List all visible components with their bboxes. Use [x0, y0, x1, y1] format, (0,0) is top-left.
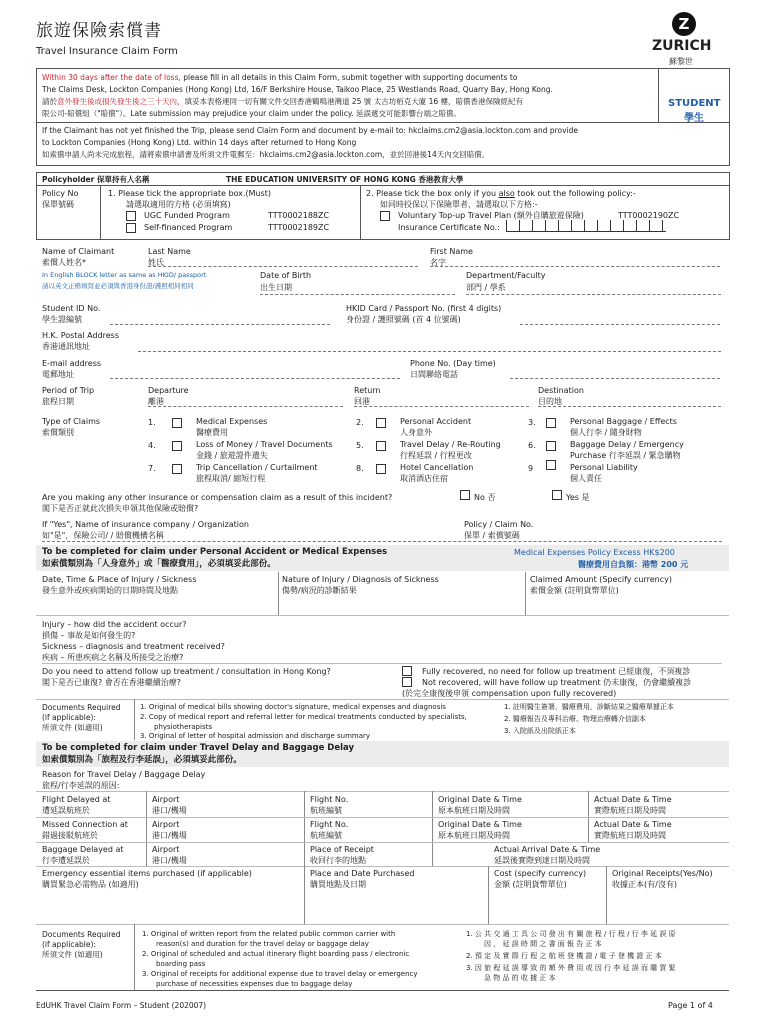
- purchase-place-label: Place and Date Purchased: [310, 869, 415, 878]
- medical-doc-2: 2. Copy of medical report and referral letter for medical treatments conducted by specialists,: [140, 713, 467, 721]
- insurer-name-label-zh: 如"是"，保險公司/ / 賠償機構名稱: [42, 531, 164, 540]
- actual-time-label: Actual Date & Time: [594, 820, 672, 829]
- other-claim-no-label: No 否: [474, 493, 496, 502]
- phone-field[interactable]: [510, 378, 720, 379]
- destination-field[interactable]: [538, 406, 721, 407]
- email-label: E-mail address: [42, 359, 102, 368]
- destination-label: Destination: [538, 386, 584, 395]
- delay-doc-3: 3. Original of receipts for additional expense due to travel delay or emergency: [142, 970, 418, 978]
- medical-doc-zh-2: 2. 醫療報告及專科治療、物理治療轉介信副本: [504, 715, 646, 723]
- claim-type-label-cn: 取消酒店住宿: [400, 474, 448, 483]
- policy-item-1-zh: 請選取適用的方格 (必須填寫): [126, 200, 231, 209]
- claimant-name-label-zh: 索償人姓名*: [42, 258, 86, 267]
- medical-doc-zh-1: 1. 註明醫生簽署、醫療費用，診斷結果之醫療單據正本: [504, 703, 674, 711]
- claim-type-number: 4.: [148, 441, 156, 450]
- airport-label-zh: 港口/機場: [152, 831, 187, 840]
- department-label: Department/Faculty: [466, 271, 546, 280]
- claim-type-checkbox[interactable]: [376, 441, 386, 451]
- delay-doc-1b: reason(s) and duration for the travel delay or baggage delay: [156, 940, 369, 948]
- other-claim-yes-label: Yes 是: [566, 493, 590, 502]
- student-id-field[interactable]: [110, 324, 330, 325]
- top-up-checkbox[interactable]: [380, 211, 390, 221]
- injury-date-label: Date, Time & Place of Injury / Sickness: [42, 575, 197, 584]
- delay-reason-label-zh: 旅程/行李延誤的原因:: [42, 781, 120, 790]
- follow-up-question: Do you need to attend follow up treatment / consultation in Hong Kong?: [42, 667, 331, 676]
- phone-label: Phone No. (Day time): [410, 359, 496, 368]
- original-time-label-zh: 原本航班日期及時間: [438, 806, 510, 815]
- flight-no-label-zh: 航班編號: [310, 831, 342, 840]
- claim-type-label-en: Personal Accident: [400, 417, 472, 426]
- return-field[interactable]: [354, 406, 529, 407]
- medical-doc-1: 1. Original of medical bills showing doctor's signature, medical expenses and diagnosis: [140, 703, 446, 711]
- policyholder-value: THE EDUCATION UNIVERSITY OF HONG KONG 香港教育大學: [226, 175, 464, 184]
- claim-type-number: 3.: [528, 418, 536, 427]
- notice-line-2: The Claims Desk, Lockton Companies (Hong Kong) Ltd, 16/F Berkshire House, Taikoo Place, 25 Westlands Road, Quarry Bay, Hong Kong.: [42, 85, 553, 94]
- claim-type-label-en: Travel Delay / Re-Routing: [400, 440, 501, 449]
- sickness-question-zh: 疾病 – 所患疾病之名稱及所接受之治療?: [42, 653, 184, 662]
- notice-line-5: If the Claimant has not yet finished the Trip, please send Claim Form and document by e-mail to: hkclaims.cm2@asia.lockton.com and provide: [42, 126, 579, 135]
- claim-type-number: 7.: [148, 464, 156, 473]
- recovered-checkbox[interactable]: [402, 666, 412, 676]
- claim-type-checkbox[interactable]: [376, 464, 386, 474]
- claim-type-label-cn: 旅程取消/ 縮短行程: [196, 474, 266, 483]
- medical-doc-3: 3. Original of letter of hospital admission and discharge summary: [140, 732, 371, 740]
- airport-label: Airport: [152, 795, 180, 804]
- name-note-zh: 請以英文正楷填寫並必須與香港身份證/護照相同相同: [42, 282, 194, 290]
- zurich-logo-icon: Z: [672, 12, 696, 36]
- trip-period-label: Period of Trip: [42, 386, 95, 395]
- delay-doc-zh-1b: 因 ， 延 誤 時 間 之 書 面 報 告 正 本: [484, 940, 602, 948]
- flight-delayed-label-zh: 遭延誤航班於: [42, 806, 90, 815]
- claim-type-label-cn: 個人責任: [570, 474, 602, 483]
- claim-type-label-cn: 個人行李 / 隨身財物: [570, 428, 642, 437]
- claim-type-checkbox[interactable]: [546, 418, 556, 428]
- delay-reason-label: Reason for Travel Delay / Baggage Delay: [42, 770, 206, 779]
- claim-type-label-cn: 醫療費用: [196, 428, 228, 437]
- claim-type-checkbox[interactable]: [172, 464, 182, 474]
- medical-header-zh: 如索償類別為「人身意外」或「醫療費用」，必須填妥此部份。: [42, 559, 276, 569]
- insurer-name-field[interactable]: [42, 541, 722, 542]
- not-recovered-label: Not recovered, will have follow up treatment 仍未康復，仍會繼續複診: [422, 678, 692, 687]
- claim-type-label-cn: 金錢 / 旅遊證件遺失: [196, 451, 268, 460]
- student-id-label: Student ID No.: [42, 304, 101, 313]
- ugc-label: UGC Funded Program: [144, 211, 230, 220]
- footer-form-code: EdUHK Travel Claim Form – Student (202007): [36, 1001, 207, 1010]
- dob-field[interactable]: [260, 294, 455, 295]
- policy-item-2-zh: 如同時投保以下保險單者，請選取以下方格:-: [380, 200, 538, 209]
- original-time-label: Original Date & Time: [438, 795, 522, 804]
- department-label-zh: 部門 / 學系: [466, 283, 506, 292]
- brand-name-zh: 蘇黎世: [669, 57, 693, 66]
- trip-period-label-zh: 旅程日期: [42, 397, 74, 406]
- original-receipts-label: Original Receipts(Yes/No): [612, 869, 713, 878]
- flight-delayed-label: Flight Delayed at: [42, 795, 111, 804]
- delay-docs-label-zh: 所須文件 (如適用): [42, 950, 103, 959]
- delay-header-en: To be completed for claim under Travel Delay and Baggage Delay: [42, 743, 355, 753]
- dob-label-zh: 出生日期: [260, 283, 292, 292]
- actual-time-label-zh: 實際航班日期及時間: [594, 806, 666, 815]
- claim-type-label-cn: 人身意外: [400, 428, 432, 437]
- actual-time-label-zh: 實際航班日期及時間: [594, 831, 666, 840]
- ugc-checkbox[interactable]: [126, 211, 136, 221]
- first-name-label: First Name: [430, 247, 473, 256]
- receipt-place-label-zh: 收回行李的地點: [310, 856, 366, 865]
- self-financed-label: Self-financed Program: [144, 223, 233, 232]
- medical-excess: Medical Expenses Policy Excess HK$200: [514, 548, 675, 557]
- nature-label: Nature of Injury / Diagnosis of Sickness: [282, 575, 439, 584]
- student-badge-zh: 學生: [684, 113, 704, 124]
- claimed-amount-label: Claimed Amount (Specify currency): [530, 575, 672, 584]
- email-field[interactable]: [110, 378, 400, 379]
- claim-type-label-en: Baggage Delay / Emergency: [570, 440, 684, 449]
- hkid-label: HKID Card / Passport No. (first 4 digits): [346, 304, 502, 313]
- cost-label: Cost (specify currency): [494, 869, 587, 878]
- delay-header-zh: 如索償類別為「旅程及行李延誤」，必須填妥此部份。: [42, 755, 242, 765]
- original-receipts-label-zh: 收據正本(有/沒有): [612, 880, 677, 889]
- claim-type-checkbox[interactable]: [546, 460, 556, 470]
- delay-doc-zh-3: 3. 因 旅 程 延 誤 導 致 的 額 外 費 用 或 因 行 李 延 誤 而 購 買 緊: [466, 964, 676, 972]
- medical-excess-zh: 醫療費用自負額：港幣 200 元: [578, 560, 689, 569]
- other-claim-question-zh: 閣下是否正就此次損失申領其他保險或賠償?: [42, 504, 199, 513]
- claim-type-number: 9: [528, 464, 534, 473]
- student-badge: STUDENT: [668, 98, 721, 109]
- medical-docs-label-zh: 所須文件 (如適用): [42, 723, 103, 732]
- claim-type-checkbox[interactable]: [172, 418, 182, 428]
- medical-docs-sub: (if applicable):: [42, 713, 96, 722]
- follow-up-question-zh: 閣下是否已康復? 會否在香港繼續治療?: [42, 678, 182, 687]
- return-label-zh: 回港: [354, 397, 370, 406]
- flight-no-label: Flight No.: [310, 820, 349, 829]
- delay-docs-label: Documents Required: [42, 930, 121, 939]
- last-name-label: Last Name: [148, 247, 191, 256]
- not-recovered-checkbox[interactable]: [402, 677, 412, 687]
- top-up-label: Voluntary Top-up Travel Plan (額外自購旅遊保險): [398, 211, 584, 220]
- certificate-label: Insurance Certificate No.:: [398, 223, 500, 232]
- notice-line-7: 如索償申請人尚未完成旅程，請將索償申請書及所須文件電郵至：hkclaims.cm2@asia.lockton.com，並於回港後14天內交回賠償。: [42, 150, 490, 159]
- form-title-en: Travel Insurance Claim Form: [36, 46, 178, 57]
- first-name-label-zh: 名字: [430, 258, 446, 267]
- airport-label-zh: 港口/機場: [152, 806, 187, 815]
- certificate-no-field[interactable]: [506, 220, 666, 232]
- delay-doc-zh-3b: 急 物 品 的 收 據 正 本: [484, 974, 556, 982]
- purchase-place-label-zh: 購買地點及日期: [310, 880, 366, 889]
- claim-type-label-en: Personal Liability: [570, 463, 638, 472]
- dob-label: Date of Birth: [260, 271, 312, 280]
- policyholder-label: Policyholder 保單持有人名稱: [42, 175, 150, 184]
- actual-time-label: Actual Date & Time: [594, 795, 672, 804]
- top-up-policy-no: TTT0002190ZC: [618, 211, 680, 220]
- departure-label: Departure: [148, 386, 189, 395]
- notice-line-1: Within 30 days after the date of loss, please fill in all details in this Claim Form, submit together with supporting documents to: [42, 73, 518, 82]
- delay-doc-1: 1. Original of written report from the related public common carrier with: [142, 930, 396, 938]
- injury-date-label-zh: 發生意外或疾病開始的日期時間及地點: [42, 586, 178, 595]
- last-name-field[interactable]: [148, 266, 418, 267]
- claim-type-label-zh: 索償類別: [42, 428, 74, 437]
- airport-label: Airport: [152, 845, 180, 854]
- flight-no-label-zh: 航班編號: [310, 806, 342, 815]
- claim-type-label: Type of Claims: [42, 417, 101, 426]
- claim-type-label-cn: 行程延誤 / 行程更改: [400, 451, 472, 460]
- recovery-note: (於完全康復後申領 compensation upon fully recovered): [402, 689, 617, 698]
- delay-doc-2b: boarding pass: [156, 960, 206, 968]
- claim-type-number: 6.: [528, 441, 536, 450]
- destination-label-zh: 目的地: [538, 397, 562, 406]
- airport-label: Airport: [152, 820, 180, 829]
- notice-line-6: to Lockton Companies (Hong Kong) Ltd. within 14 days after returned to Hong Kong: [42, 138, 357, 147]
- self-financed-checkbox[interactable]: [126, 223, 136, 233]
- medical-doc-zh-3: 3. 入院紙及出院紙正本: [504, 727, 576, 735]
- medical-header-en: To be completed for claim under Personal Accident or Medical Expenses: [42, 547, 388, 557]
- notice-line-3: 請於意外發生後或損失發生後之三十天內，填妥本表格連同一切有關文件交回香港鶴鳴港灣道 25 號 太古坊栢克大廈 16 樓，賠償香港保險經紀有: [42, 97, 524, 106]
- claim-type-number: 5.: [356, 441, 364, 450]
- claimed-amount-label-zh: 索償金額 (註明貨幣單位): [530, 586, 619, 595]
- missed-connection-label: Missed Connection at: [42, 820, 128, 829]
- baggage-delayed-label-zh: 行李遭延誤於: [42, 856, 90, 865]
- claim-type-checkbox[interactable]: [172, 441, 182, 451]
- flight-no-label: Flight No.: [310, 795, 349, 804]
- notice-line-4: 限公司-賠償組（"賠償"）。Late submission may prejudice your claim under the policy. 延誤遞交可能影響台端之賠償。: [42, 109, 461, 118]
- recovered-label: Fully recovered, no need for follow up treatment 已經康復，不須複診: [422, 667, 691, 676]
- original-time-label-zh: 原本航班日期及時間: [438, 831, 510, 840]
- other-claim-no-checkbox[interactable]: [460, 490, 470, 500]
- delay-docs-sub: (if applicable):: [42, 940, 96, 949]
- injury-question: Injury – how did the accident occur?: [42, 620, 187, 629]
- first-name-field[interactable]: [430, 266, 720, 267]
- missed-connection-label-zh: 錯過接駁航班於: [42, 831, 98, 840]
- claim-type-number: 2.: [356, 418, 364, 427]
- medical-docs-label: Documents Required: [42, 703, 121, 712]
- delay-doc-zh-1: 1. 公 共 交 通 工 具 公 司 發 出 有 關 旅 程 / 行 程 / 行 李 延 誤 原: [466, 930, 676, 938]
- cost-label-zh: 金額 (註明貨幣單位): [494, 880, 567, 889]
- self-financed-policy-no: TTT0002189ZC: [268, 223, 330, 232]
- injury-question-zh: 損傷 – 事故是如何發生的?: [42, 631, 136, 640]
- claim-type-label-en: Medical Expenses: [196, 417, 268, 426]
- claim-type-label-en: Hotel Cancellation: [400, 463, 474, 472]
- department-field[interactable]: [466, 294, 721, 295]
- other-claim-yes-checkbox[interactable]: [552, 490, 562, 500]
- other-policy-label-zh: 保單 / 索償號碼: [464, 531, 520, 540]
- claim-type-checkbox[interactable]: [376, 418, 386, 428]
- ugc-policy-no: TTT0002188ZC: [268, 211, 330, 220]
- hkid-label-zh: 身份證 / 護照號碼 (首 4 位號碼): [346, 315, 461, 324]
- address-field[interactable]: [138, 351, 721, 352]
- departure-field[interactable]: [148, 406, 343, 407]
- arrival-time-label-zh: 延誤後實際到達日期及時間: [494, 856, 590, 865]
- claimant-name-label: Name of Claimant: [42, 247, 115, 256]
- policy-no-label: Policy No: [42, 189, 79, 198]
- insurer-name-label: If "Yes", Name of insurance company / Organization: [42, 520, 249, 529]
- policy-no-label-zh: 保單號碼: [42, 200, 74, 209]
- sickness-question: Sickness – diagnosis and treatment received?: [42, 642, 225, 651]
- last-name-label-zh: 姓氏: [148, 258, 164, 267]
- emergency-items-label-zh: 購買緊急必需物品 (如適用): [42, 880, 139, 889]
- claim-type-number: 8.: [356, 464, 364, 473]
- other-policy-label: Policy / Claim No.: [464, 520, 534, 529]
- medical-doc-2b: physiotherapists: [154, 723, 212, 731]
- policy-item-2: 2. Please tick the box only if you also took out the following policy:-: [366, 189, 636, 198]
- departure-label-zh: 離港: [148, 397, 164, 406]
- original-time-label: Original Date & Time: [438, 820, 522, 829]
- nature-label-zh: 傷勢/病況的診斷結果: [282, 586, 357, 595]
- email-label-zh: 電郵地址: [42, 370, 74, 379]
- claim-type-number: 1.: [148, 418, 156, 427]
- emergency-items-label: Emergency essential items purchased (if applicable): [42, 869, 252, 878]
- receipt-place-label: Place of Receipt: [310, 845, 374, 854]
- claim-type-label-en: Loss of Money / Travel Documents: [196, 440, 333, 449]
- claim-type-label-en: Trip Cancellation / Curtailment: [196, 463, 318, 472]
- delay-doc-3b: purchase of necessities expenses due to baggage delay: [156, 980, 353, 988]
- form-title-zh: 旅遊保險索償書: [36, 21, 162, 41]
- claim-type-label-en: Personal Baggage / Effects: [570, 417, 677, 426]
- return-label: Return: [354, 386, 381, 395]
- hkid-field[interactable]: [520, 324, 720, 325]
- page-number: Page 1 of 4: [668, 1001, 713, 1010]
- airport-label-zh: 港口/機場: [152, 856, 187, 865]
- other-claim-question: Are you making any other insurance or compensation claim as a result of this incident?: [42, 493, 393, 502]
- delay-doc-zh-2: 2. 預 定 及 實 際 行 程 之 航 班 登 機 證 / 電 子 登 機 證 正 本: [466, 952, 662, 960]
- student-id-label-zh: 學生證編號: [42, 315, 82, 324]
- address-label: H.K. Postal Address: [42, 331, 120, 340]
- policy-item-1: 1. Please tick the appropriate box.(Must): [108, 189, 271, 198]
- brand-name: ZURICH: [652, 38, 712, 54]
- address-label-zh: 香港通訊地址: [42, 342, 90, 351]
- arrival-time-label: Actual Arrival Date & Time: [494, 845, 601, 854]
- claim-type-checkbox[interactable]: [546, 441, 556, 451]
- claim-type-label-cn: Purchase 行李延誤 / 緊急購物: [570, 451, 681, 460]
- baggage-delayed-label: Baggage Delayed at: [42, 845, 124, 854]
- delay-doc-2: 2. Original of scheduled and actual itinerary flight boarding pass / electronic: [142, 950, 410, 958]
- name-note: In English BLOCK letter as same as HKID/ passport: [42, 271, 207, 279]
- phone-label-zh: 日間聯絡電話: [410, 370, 458, 379]
